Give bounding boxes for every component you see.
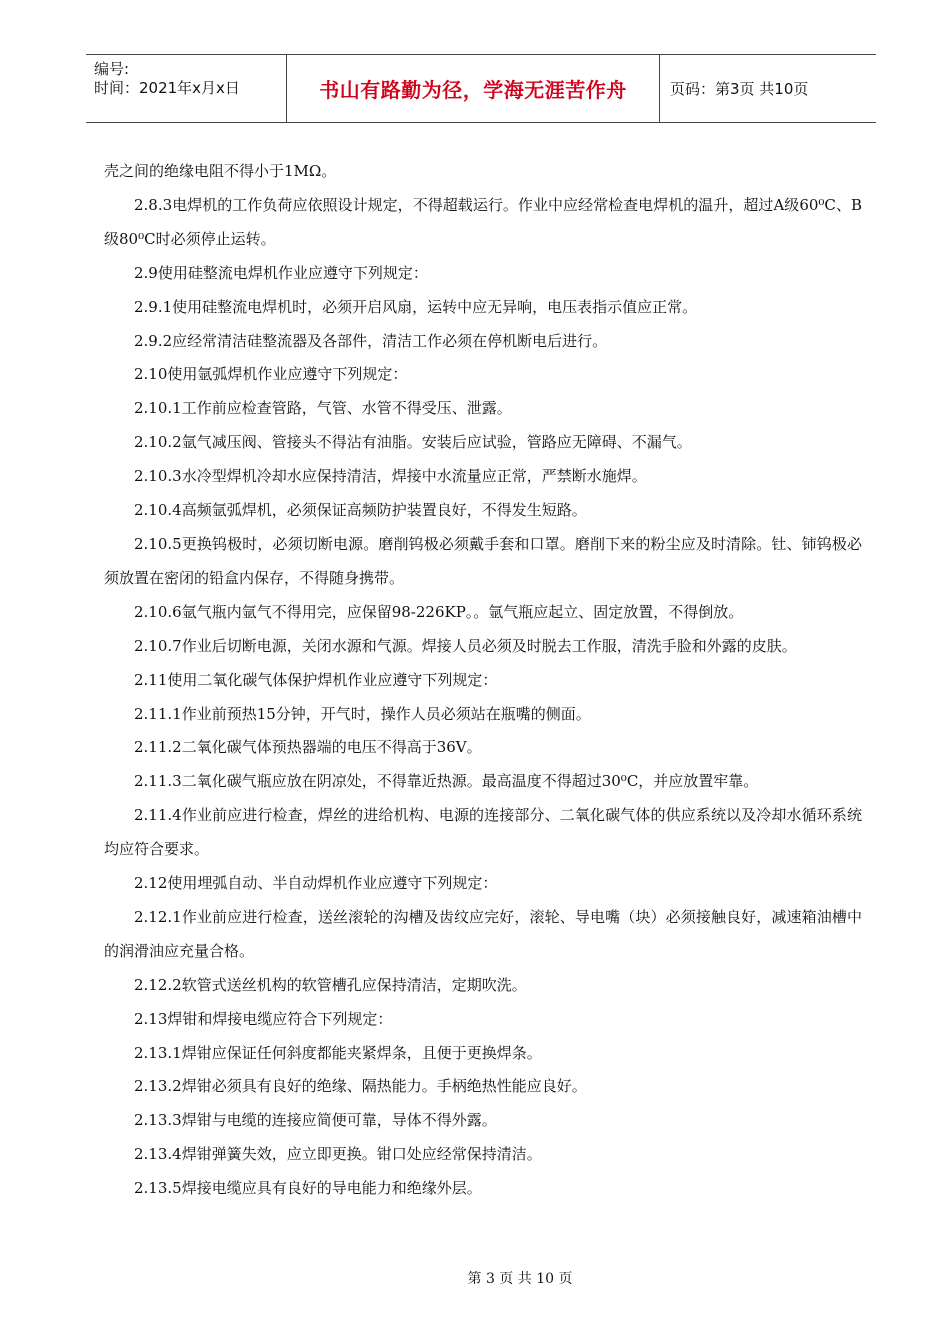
body-paragraph: 2.11.2二氧化碳气体预热器端的电压不得高于36V。 bbox=[134, 738, 482, 757]
body-paragraph: 2.12.2软管式送丝机构的软管槽孔应保持清洁，定期吹洗。 bbox=[134, 975, 527, 994]
body-paragraph: 2.8.3电焊机的工作负荷应依照设计规定，不得超载运行。作业中应经常检查电焊机的温升，超过A级60⁰C、B级80⁰C时必须停止运转。 bbox=[104, 195, 862, 248]
body-paragraph: 2.13.5焊接电缆应具有良好的导电能力和绝缘外层。 bbox=[134, 1179, 482, 1198]
document-body bbox=[104, 155, 862, 1206]
body-paragraph: 2.13.1焊钳应保证任何斜度都能夹紧焊条，且便于更换焊条。 bbox=[134, 1043, 542, 1062]
body-paragraph: 2.10.4高频氩弧焊机，必须保证高频防护装置良好，不得发生短路。 bbox=[134, 501, 587, 520]
body-paragraph: 2.10.1工作前应检查管路，气管、水管不得受压、泄露。 bbox=[134, 399, 512, 418]
document-number-label: 编号: bbox=[94, 60, 130, 78]
body-paragraph: 2.11.3二氧化碳气瓶应放在阴凉处，不得靠近热源。最高温度不得超过30⁰C，并应放置牢靠。 bbox=[134, 772, 759, 791]
body-paragraph: 2.10.5更换钨极时，必须切断电源。磨削钨极必须戴手套和口罩。磨削下来的粉尘应及时清除。钍、铈钨极必须放置在密闭的铅盒内保存，不得随身携带。 bbox=[104, 534, 862, 587]
body-paragraph: 2.13.4焊钳弹簧失效，应立即更换。钳口处应经常保持清洁。 bbox=[134, 1145, 542, 1164]
body-paragraph: 2.11使用二氧化碳气体保护焊机作业应遵守下列规定： bbox=[134, 670, 498, 689]
page-footer bbox=[0, 1268, 950, 1288]
body-paragraph: 2.10使用氩弧焊机作业应遵守下列规定： bbox=[134, 365, 408, 384]
body-paragraph: 2.13焊钳和焊接电缆应符合下列规定： bbox=[134, 1009, 393, 1028]
body-paragraph: 2.10.7作业后切断电源，关闭水源和气源。焊接人员必须及时脱去工作服，清洗手脸和外露的皮肤。 bbox=[134, 636, 797, 655]
footer-page-number: 第 3 页 共 10 页 bbox=[467, 1271, 573, 1287]
body-paragraph: 2.12使用埋弧自动、半自动焊机作业应遵守下列规定： bbox=[134, 874, 498, 893]
body-paragraph: 2.11.4作业前应进行检查，焊丝的进给机构、电源的连接部分、二氧化碳气体的供应系统以及冷却水循环系统均应符合要求。 bbox=[104, 806, 862, 859]
body-paragraph: 2.13.2焊钳必须具有良好的绝缘、隔热能力。手柄绝热性能应良好。 bbox=[134, 1077, 587, 1096]
header-page-cell bbox=[660, 55, 876, 122]
body-paragraph: 2.12.1作业前应进行检查，送丝滚轮的沟槽及齿纹应完好，滚轮、导电嘴（块）必须接触良好，减速箱油槽中的润滑油应充量合格。 bbox=[104, 907, 862, 960]
body-paragraph: 壳之间的绝缘电阻不得小于1MΩ。 bbox=[104, 162, 337, 180]
body-paragraph: 2.9使用硅整流电焊机作业应遵守下列规定： bbox=[134, 263, 428, 282]
document-time-label: 时间：2021年x月x日 bbox=[94, 79, 240, 97]
header-info-cell bbox=[86, 55, 286, 122]
header-page-info: 页码：第3页 共10页 bbox=[670, 80, 809, 98]
body-paragraph: 2.10.2氩气减压阀、管接头不得沾有油脂。安装后应试验，管路应无障碍、不漏气。 bbox=[134, 433, 692, 452]
body-paragraph: 2.9.2应经常清洁硅整流器及各部件，清洁工作必须在停机断电后进行。 bbox=[134, 331, 608, 350]
header-motto-cell bbox=[286, 55, 660, 122]
page-header bbox=[86, 54, 876, 123]
body-paragraph: 2.10.3水冷型焊机冷却水应保持清洁，焊接中水流量应正常，严禁断水施焊。 bbox=[134, 467, 647, 486]
body-paragraph: 2.13.3焊钳与电缆的连接应简便可靠，导体不得外露。 bbox=[134, 1111, 497, 1130]
header-motto: 书山有路勤为径，学海无涯苦作舟 bbox=[319, 78, 627, 102]
body-paragraph: 2.11.1作业前预热15分钟，开气时，操作人员必须站在瓶嘴的侧面。 bbox=[134, 704, 591, 723]
body-paragraph: 2.10.6氩气瓶内氩气不得用完，应保留98-226KP。。氩气瓶应起立、固定放置，不得倒放。 bbox=[134, 602, 744, 621]
body-paragraph: 2.9.1使用硅整流电焊机时，必须开启风扇，运转中应无异响，电压表指示值应正常。 bbox=[134, 297, 698, 316]
